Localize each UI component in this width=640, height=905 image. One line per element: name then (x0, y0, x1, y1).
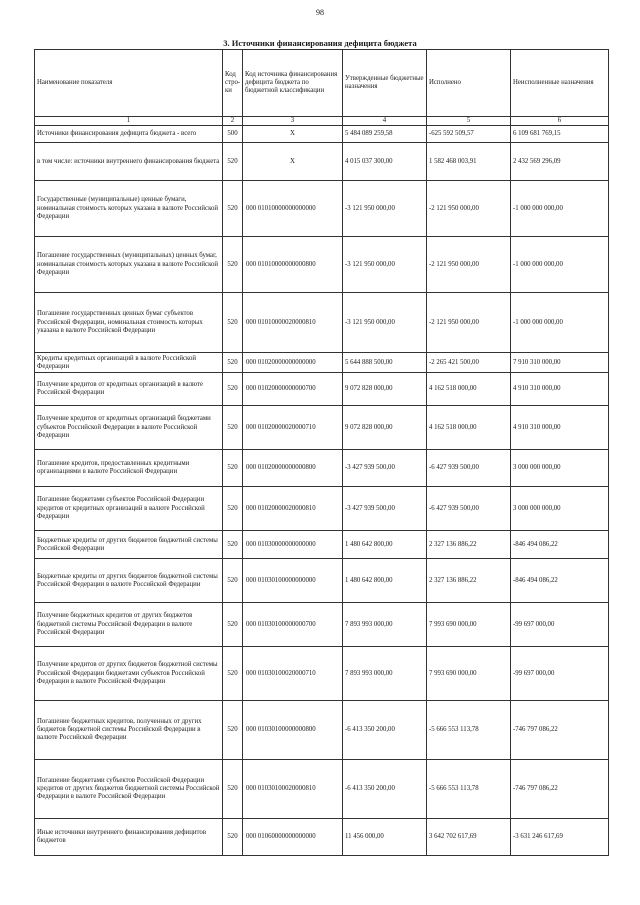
table-row (35, 126, 609, 143)
table-row (35, 760, 609, 819)
line-code-cell: 520 (223, 559, 243, 603)
executed-value-cell: -2 121 950 000,00 (427, 237, 511, 293)
column-number: 3 (243, 117, 343, 126)
source-code-cell: 000 01010000000000000 (243, 181, 343, 237)
approved-value-cell: -6 413 350 200,00 (343, 701, 427, 760)
executed-value-cell: -2 121 950 000,00 (427, 293, 511, 353)
indicator-name-cell: в том числе: источники внутреннего финансирования бюджета (35, 143, 223, 181)
table-body (35, 126, 609, 856)
source-code-cell: 000 01020000020000810 (243, 487, 343, 531)
line-code-cell: 520 (223, 373, 243, 406)
line-code-cell: 520 (223, 487, 243, 531)
executed-value-cell: -5 666 553 113,78 (427, 760, 511, 819)
indicator-name-cell: Погашение кредитов, предоставленных кредитными организациями в валюте Российской Федерации (35, 450, 223, 487)
executed-value-cell: 3 642 702 617,69 (427, 819, 511, 856)
executed-value-cell: 4 162 518 000,00 (427, 406, 511, 450)
indicator-name-cell: Бюджетные кредиты от других бюджетов бюджетной системы Российской Федерации в валюте Российской Федерации (35, 559, 223, 603)
table-row (35, 373, 609, 406)
table-row (35, 450, 609, 487)
line-code-cell: 520 (223, 450, 243, 487)
indicator-name-cell: Получение кредитов от кредитных организаций в валюте Российской Федерации (35, 373, 223, 406)
indicator-name-cell: Погашение бюджетами субъектов Российской Федерации кредитов от кредитных организаций в валюте Российской Федерации (35, 487, 223, 531)
approved-value-cell: 9 072 828 000,00 (343, 406, 427, 450)
unexecuted-value-cell: 4 910 310 000,00 (511, 373, 609, 406)
table-row (35, 406, 609, 450)
indicator-name-cell: Бюджетные кредиты от других бюджетов бюджетной системы Российской Федерации (35, 531, 223, 559)
header-line-code: Код стро- ки (223, 50, 243, 117)
line-code-cell: 520 (223, 181, 243, 237)
source-code-cell: 000 01010000000000800 (243, 237, 343, 293)
executed-value-cell: 1 582 468 003,91 (427, 143, 511, 181)
indicator-name-cell: Получение кредитов от кредитных организаций бюджетами субъектов Российской Федерации в валюте Российской Федерации (35, 406, 223, 450)
line-code-cell: 520 (223, 143, 243, 181)
table-row (35, 531, 609, 559)
source-code-cell: 000 01030100000000700 (243, 603, 343, 647)
source-code-cell: 000 01020000000000800 (243, 450, 343, 487)
indicator-name-cell: Погашение бюджетами субъектов Российской Федерации кредитов от других бюджетов бюджетной системы Российской Федерации в валюте Российской Федерации (35, 760, 223, 819)
indicator-name-cell: Иные источники внутреннего финансирования дефицитов бюджетов (35, 819, 223, 856)
executed-value-cell: 7 993 690 000,00 (427, 647, 511, 701)
unexecuted-value-cell: 3 000 000 000,00 (511, 487, 609, 531)
unexecuted-value-cell: -99 697 000,00 (511, 647, 609, 701)
table-row (35, 559, 609, 603)
source-code-cell: 000 01030100020000710 (243, 647, 343, 701)
approved-value-cell: 5 484 089 259,58 (343, 126, 427, 143)
line-code-cell: 520 (223, 293, 243, 353)
unexecuted-value-cell: -99 697 000,00 (511, 603, 609, 647)
page-number: 98 (316, 8, 324, 17)
line-code-cell: 520 (223, 353, 243, 373)
section-title: 3. Источники финансирования дефицита бюджета (223, 38, 417, 48)
approved-value-cell: 1 480 642 800,00 (343, 531, 427, 559)
table-header-row (35, 50, 609, 117)
source-code-cell: X (243, 143, 343, 181)
unexecuted-value-cell: 6 109 681 769,15 (511, 126, 609, 143)
executed-value-cell: 2 327 136 886,22 (427, 531, 511, 559)
approved-value-cell: 11 456 000,00 (343, 819, 427, 856)
unexecuted-value-cell: 7 910 310 000,00 (511, 353, 609, 373)
line-code-cell: 520 (223, 406, 243, 450)
line-code-cell: 500 (223, 126, 243, 143)
unexecuted-value-cell: -3 631 246 617,69 (511, 819, 609, 856)
header-name: Наименование показателя (35, 50, 223, 117)
approved-value-cell: 4 015 037 300,00 (343, 143, 427, 181)
table-row (35, 701, 609, 760)
unexecuted-value-cell: -846 494 086,22 (511, 559, 609, 603)
table-row (35, 819, 609, 856)
header-source-code: Код источника финансирования дефицита бюджета по бюджетной классификации (243, 50, 343, 117)
approved-value-cell: -3 121 950 000,00 (343, 237, 427, 293)
source-code-cell: 000 01030100000000800 (243, 701, 343, 760)
column-number-row (35, 117, 609, 126)
source-code-cell: 000 01030100000000000 (243, 559, 343, 603)
executed-value-cell: -6 427 939 500,00 (427, 487, 511, 531)
source-code-cell: 000 01020000000000000 (243, 353, 343, 373)
column-number: 2 (223, 117, 243, 126)
unexecuted-value-cell: -746 797 086,22 (511, 760, 609, 819)
table-row (35, 647, 609, 701)
table-row (35, 603, 609, 647)
line-code-cell: 520 (223, 603, 243, 647)
column-number: 4 (343, 117, 427, 126)
approved-value-cell: -3 121 950 000,00 (343, 181, 427, 237)
unexecuted-value-cell: -1 000 000 000,00 (511, 237, 609, 293)
line-code-cell: 520 (223, 701, 243, 760)
column-number: 1 (35, 117, 223, 126)
unexecuted-value-cell: -846 494 086,22 (511, 531, 609, 559)
header-unexecuted: Неисполненные назначения (511, 50, 609, 117)
indicator-name-cell: Кредиты кредитных организаций в валюте Российской Федерации (35, 353, 223, 373)
approved-value-cell: 7 893 993 000,00 (343, 603, 427, 647)
source-code-cell: 000 01030100020000810 (243, 760, 343, 819)
unexecuted-value-cell: -746 797 086,22 (511, 701, 609, 760)
table-row (35, 181, 609, 237)
unexecuted-value-cell: -1 000 000 000,00 (511, 181, 609, 237)
indicator-name-cell: Погашение государственных (муниципальных) ценных бумаг, номинальная стоимость которых указана в валюте Российской Федерации (35, 237, 223, 293)
source-code-cell: 000 01020000000000700 (243, 373, 343, 406)
approved-value-cell: 7 893 993 000,00 (343, 647, 427, 701)
financing-sources-table (34, 49, 609, 856)
approved-value-cell: -3 427 939 500,00 (343, 487, 427, 531)
indicator-name-cell: Погашение бюджетных кредитов, полученных от других бюджетов бюджетной системы Российской Федерации в валюте Российской Федерации (35, 701, 223, 760)
source-code-cell: X (243, 126, 343, 143)
unexecuted-value-cell: -1 000 000 000,00 (511, 293, 609, 353)
table-row (35, 143, 609, 181)
unexecuted-value-cell: 4 910 310 000,00 (511, 406, 609, 450)
line-code-cell: 520 (223, 531, 243, 559)
approved-value-cell: -3 427 939 500,00 (343, 450, 427, 487)
unexecuted-value-cell: 3 000 000 000,00 (511, 450, 609, 487)
executed-value-cell: 2 327 136 886,22 (427, 559, 511, 603)
column-number: 6 (511, 117, 609, 126)
source-code-cell: 000 01060000000000000 (243, 819, 343, 856)
executed-value-cell: -5 666 553 113,78 (427, 701, 511, 760)
indicator-name-cell: Получение кредитов от других бюджетов бюджетной системы Российской Федерации бюджетами субъектов Российской Федерации в валюте Российской Федерации (35, 647, 223, 701)
executed-value-cell: -2 265 421 500,00 (427, 353, 511, 373)
executed-value-cell: -6 427 939 500,00 (427, 450, 511, 487)
line-code-cell: 520 (223, 819, 243, 856)
column-number: 5 (427, 117, 511, 126)
source-code-cell: 000 01030000000000000 (243, 531, 343, 559)
approved-value-cell: -6 413 350 200,00 (343, 760, 427, 819)
indicator-name-cell: Источники финансирования дефицита бюджета - всего (35, 126, 223, 143)
executed-value-cell: 7 993 690 000,00 (427, 603, 511, 647)
table-row (35, 487, 609, 531)
executed-value-cell: -625 592 509,57 (427, 126, 511, 143)
line-code-cell: 520 (223, 647, 243, 701)
header-approved: Утвержденные бюджетные назначения (343, 50, 427, 117)
table-row (35, 237, 609, 293)
source-code-cell: 000 01020000020000710 (243, 406, 343, 450)
approved-value-cell: -3 121 950 000,00 (343, 293, 427, 353)
table-row (35, 293, 609, 353)
header-executed: Исполнено (427, 50, 511, 117)
approved-value-cell: 5 644 888 500,00 (343, 353, 427, 373)
approved-value-cell: 1 480 642 800,00 (343, 559, 427, 603)
source-code-cell: 000 01010000020000810 (243, 293, 343, 353)
indicator-name-cell: Получение бюджетных кредитов от других бюджетов бюджетной системы Российской Федерации в валюте Российской Федерации (35, 603, 223, 647)
line-code-cell: 520 (223, 760, 243, 819)
approved-value-cell: 9 072 828 000,00 (343, 373, 427, 406)
line-code-cell: 520 (223, 237, 243, 293)
executed-value-cell: -2 121 950 000,00 (427, 181, 511, 237)
indicator-name-cell: Государственные (муниципальные) ценные бумаги, номинальная стоимость которых указана в валюте Российской Федерации (35, 181, 223, 237)
indicator-name-cell: Погашение государственных ценных бумаг субъектов Российской Федерации, номинальная стоимость которых указана в валюте Российской Федерации (35, 293, 223, 353)
table-row (35, 353, 609, 373)
executed-value-cell: 4 162 518 000,00 (427, 373, 511, 406)
unexecuted-value-cell: 2 432 569 296,09 (511, 143, 609, 181)
